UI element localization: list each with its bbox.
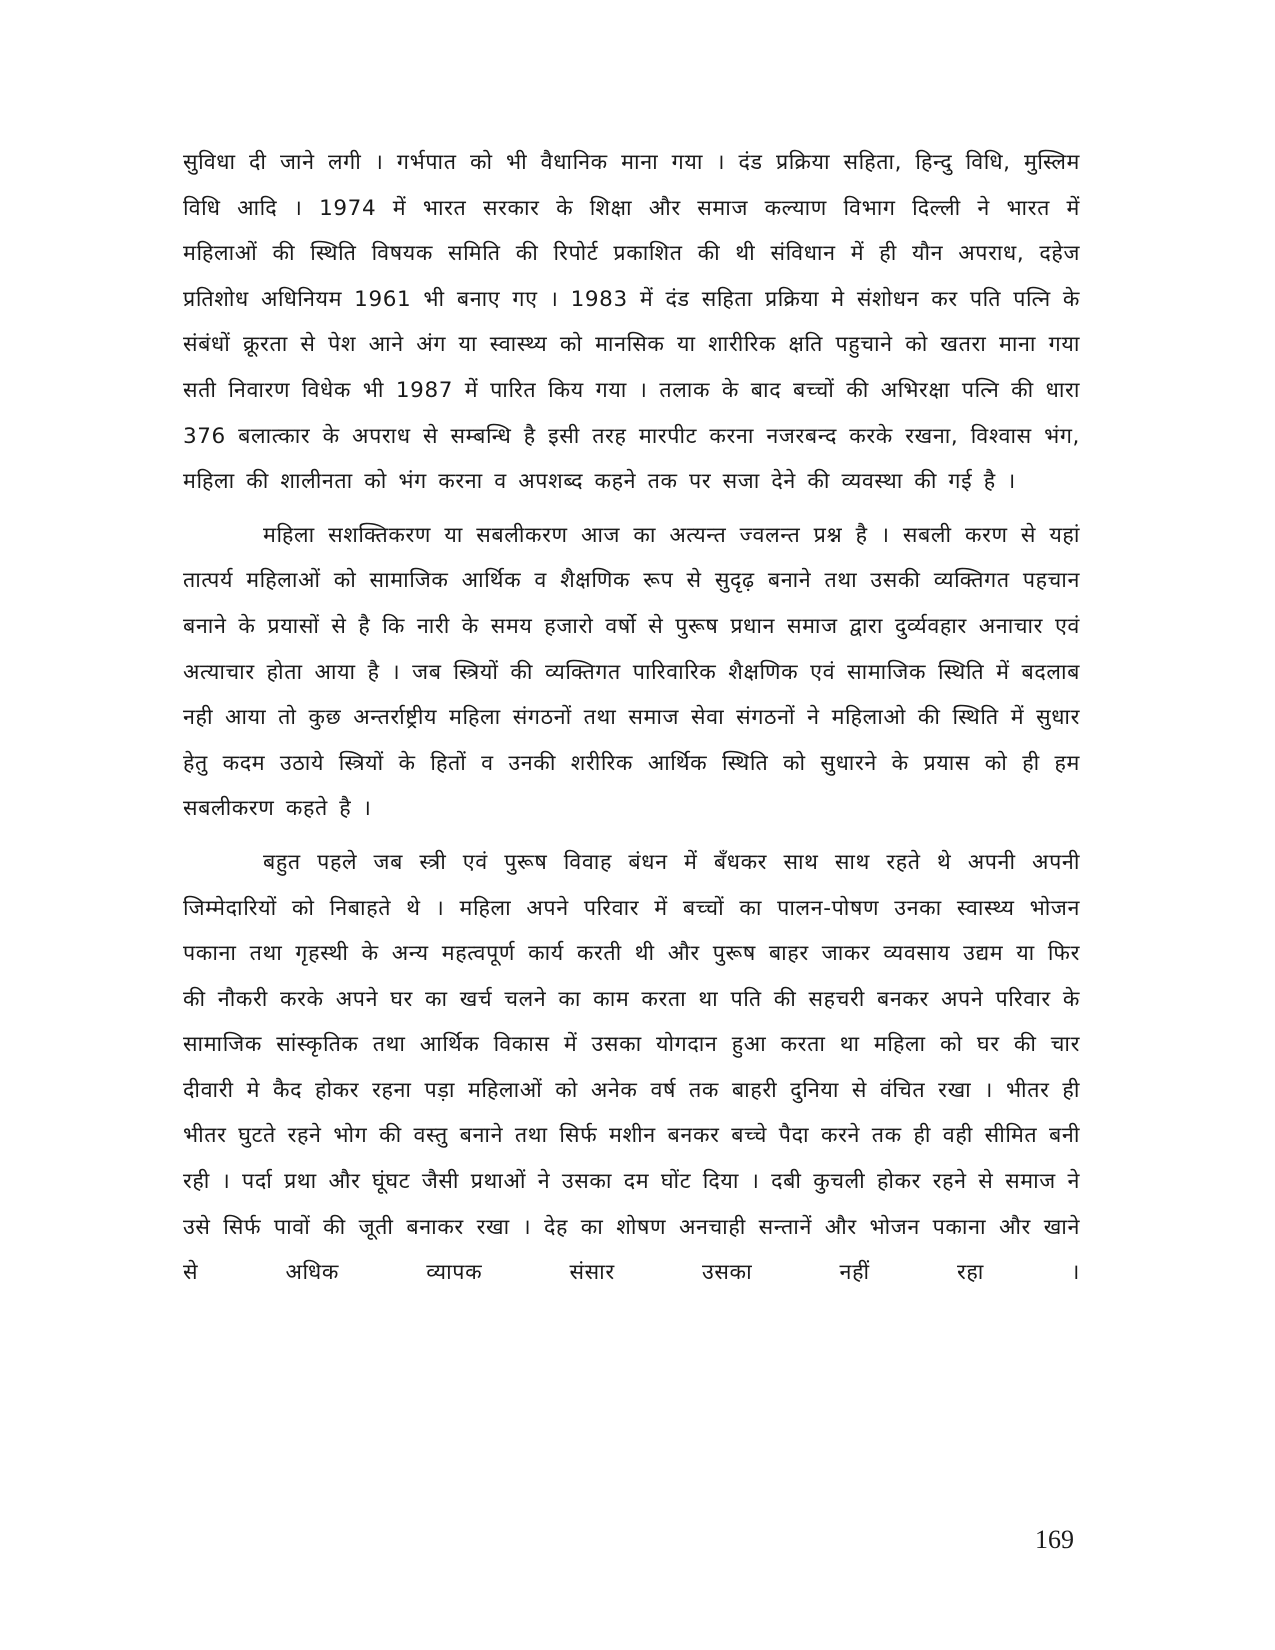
paragraph-3: बहुत पहले जब स्त्री एवं पुरूष विवाह बंधन में बँधकर साथ साथ रहते थे अपनी अपनी जिम्मेदारियों को निबाहते थे । महिला अपने परिवार में बच्चों का पालन-पोषण उनका स्वास्थ्य भोजन पकाना तथा गृहस्थी के अन्य महत्वपूर्ण कार्य करती थी और पुरूष बाहर जाकर व्यवसाय उद्यम या फिर की नौकरी करके अपने घर का खर्च चलने का काम करता था पति की सहचरी बनकर अपने परिवार के सामाजिक सांस्कृतिक तथा आर्थिक विकास में उसका योगदान हुआ करता था महिला को घर की चार दीवारी मे कैद होकर रहना पड़ा महिलाओं को अनेक वर्ष तक बाहरी दुनिया से वंचित रखा । भीतर ही भीतर घुटते रहने भोग की वस्तु बनाने तथा सिर्फ मशीन बनकर बच्चे पैदा करने तक ही वही सीमित बनी रही । पर्दा प्रथा और घूंघट जैसी प्रथाओं ने उसका दम घोंट दिया । दबी कुचली होकर रहने से समाज ने उसे सिर्फ पावों की जूती बनाकर रखा । देह का शोषण अनचाही सन्तानें और भोजन पकाना और खाने से अधिक व्यापक संसार उसका नहीं रहा ।: [183, 849, 1080, 1286]
body-text: [183, 140, 1080, 1296]
page-number: 169: [1035, 1525, 1074, 1554]
paragraph-2: महिला सशक्तिकरण या सबलीकरण आज का अत्यन्त ज्वलन्त प्रश्न है । सबली करण से यहां तात्पर्य महिलाओं को सामाजिक आर्थिक व शैक्षणिक रूप से सुदृढ़ बनाने तथा उसकी व्यक्तिगत पहचान बनाने के प्रयासों से है कि नारी के समय हजारो वर्षो से पुरूष प्रधान समाज द्वारा दुर्व्यवहार अनाचार एवं अत्याचार होता आया है । जब स्त्रियों की व्यक्तिगत पारिवारिक शैक्षणिक एवं सामाजिक स्थिति में बदलाब नही आया तो कुछ अन्तर्राष्ट्रीय महिला संगठनों तथा समाज सेवा संगठनों ने महिलाओ की स्थिति में सुधार हेतु कदम उठाये स्त्रियों के हितों व उनकी शरीरिक आर्थिक स्थिति को सुधारने के प्रयास को ही हम सबलीकरण कहते है ।: [183, 522, 1080, 822]
paragraph-gap: [183, 832, 1080, 840]
paragraph-1: सुविधा दी जाने लगी । गर्भपात को भी वैधानिक माना गया । दंड प्रक्रिया सहिता, हिन्दु विधि, मुस्लिम विधि आदि । 1974 में भारत सरकार के शिक्षा और समाज कल्याण विभाग दिल्ली ने भारत में महिलाओं की स्थिति विषयक समिति की रिपोर्ट प्रकाशित की थी संविधान में ही यौन अपराध, दहेज प्रतिशोध अधिनियम 1961 भी बनाए गए । 1983 में दंड सहिता प्रक्रिया मे संशोधन कर पति पत्नि के संबंधों क्रूरता से पेश आने अंग या स्वास्थ्य को मानसिक या शारीरिक क्षति पहुचाने को खतरा माना गया सती निवारण विधेक भी 1987 में पारित किय गया । तलाक के बाद बच्चों की अभिरक्षा पत्नि की धारा 376 बलात्कार के अपराध से सम्बन्धि है इसी तरह मारपीट करना नजरबन्द करके रखना, विश्वास भंग, महिला की शालीनता को भंग करना व अपशब्द कहने तक पर सजा देने की व्यवस्था की गई है ।: [183, 150, 1080, 495]
paragraph-gap: [183, 505, 1080, 513]
